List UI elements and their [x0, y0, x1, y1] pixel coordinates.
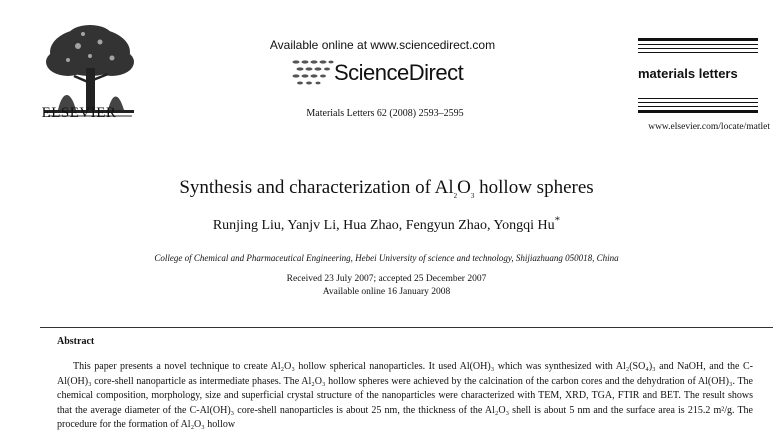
affiliation: College of Chemical and Pharmaceutical Engineering, Hebei University of science and technology, Shijiazhuang 050018, China: [154, 253, 619, 263]
received-date: Received 23 July 2007; accepted 25 December 2007: [286, 274, 487, 284]
journal-rule: [638, 44, 758, 45]
corresponding-author-mark[interactable]: *: [554, 214, 561, 227]
journal-rule: [638, 48, 758, 49]
sciencedirect-wordmark: ScienceDirect: [334, 60, 464, 85]
abstract-text: This paper presents a novel technique to create Al₂O₃ hollow spherical nanoparticles. It used Al(OH)₃ which was synthesized with Al₂(SO₄)₃ and NaOH, and the C-Al(OH)₃ core-shell nanoparticle as intermediate phases. The Al₂O₃ hollow spheres were achieved by the calcination of the carbon cores and the dehydration of Al(OH)₃. The chemical composition, morphology, size and superficial crystal structure of the nanoparticles were characterized with TEM, XRD, TGA, FTIR and BET. The result shows that the average diameter of the C-Al(OH)₃ core-shell nanoparticles is about 25 nm, the thickness of the Al₂O₃ shell is about 5 nm and the surface area is 215.2 m²/g. The procedure for the formation of Al₂O₃ hollow: [57, 361, 753, 430]
abstract-divider: [40, 327, 773, 328]
journal-url[interactable]: www.elsevier.com/locate/matlet: [648, 122, 770, 132]
available-online-text: Available online at www.sciencedirect.com: [269, 38, 496, 52]
journal-title: materials letters: [638, 66, 738, 81]
sciencedirect-dots-icon: [290, 56, 334, 88]
online-date: Available online 16 January 2008: [322, 287, 451, 297]
publisher-wordmark: ELSEVIER: [41, 105, 117, 121]
paper-title: Synthesis and characterization of $Al_2O_3$ hollow spheres: [179, 177, 594, 200]
journal-rule-bottom: [638, 110, 758, 113]
journal-rule: [638, 98, 758, 99]
author-list: Runjing Liu, Yanjv Li, Hua Zhao, Fengyun Zhao, Yongqi Hu*: [212, 214, 561, 233]
journal-rule: [638, 102, 758, 103]
journal-rule: [638, 52, 758, 53]
journal-rule: [638, 106, 758, 107]
abstract-heading: Abstract: [57, 336, 95, 347]
journal-citation: Materials Letters 62 (2008) 2593–2595: [306, 108, 464, 119]
journal-rule-top: [638, 38, 758, 41]
